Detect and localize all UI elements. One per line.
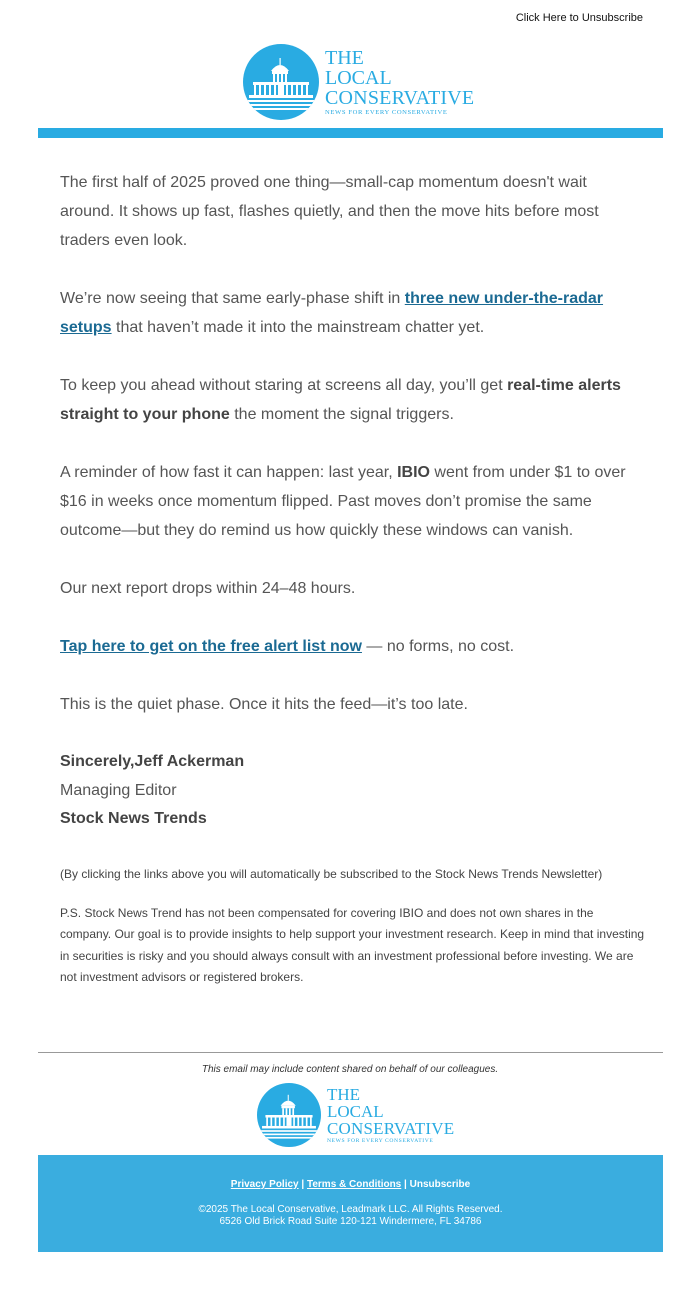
signature [60, 748, 645, 834]
signature-name: Sincerely,Jeff Ackerman [60, 753, 245, 770]
setups-link[interactable]: three new under-the-radar setups [60, 290, 604, 336]
signature-title: Managing Editor [60, 781, 177, 799]
paragraph-quiet-phase: This is the quiet phase. Once it hits the feed—it’s too late. [60, 696, 468, 713]
paragraph-cta: Tap here to get on the free alert list now — no forms, no cost. [60, 638, 515, 655]
capitol-building-icon [243, 44, 319, 120]
unsubscribe-link-footer[interactable]: Unsubscribe [409, 1179, 471, 1190]
logo-line-3: CONSERVATIVE [325, 86, 475, 109]
capitol-building-icon [257, 1083, 321, 1147]
paragraph-intro: The first half of 2025 proved one thing—small-cap momentum doesn't wait around. It shows up fast, flashes quietly, and then the move hits before most traders even look. [60, 174, 599, 249]
copyright-text: ©2025 The Local Conservative, Leadmark LLC. All Rights Reserved. [198, 1204, 503, 1215]
logo-tagline: NEWS FOR EVERY CONSERVATIVE [327, 1137, 434, 1144]
paragraph-setups: We’re now seeing that same early-phase shift in three new under-the-radar setups that haven’t made it into the mainstream chatter yet. [60, 290, 604, 336]
email-body [60, 168, 645, 989]
logo-wordmark [327, 1086, 454, 1145]
subscription-note: (By clicking the links above you will automatically be subscribed to the Stock News Trends Newsletter) [60, 866, 603, 881]
logo-line-3: CONSERVATIVE [327, 1118, 455, 1138]
footer-links [38, 1179, 663, 1190]
logo-line-2: LOCAL [327, 1101, 384, 1121]
shared-content-note: This email may include content shared on behalf of our colleagues. [201, 1064, 499, 1075]
ps-disclaimer: P.S. Stock News Trend has not been compensated for covering IBIO and does not own shares in the company. Our goal is to provide insights to help support your investment research. Keep in mind that investing in securities is risky and you should always consult with an investment professional before investing. We are not investment advisors or registered brokers. [60, 905, 645, 984]
footer-separator: | [404, 1179, 407, 1190]
privacy-policy-link[interactable]: Privacy Policy [230, 1179, 299, 1190]
logo-wordmark [325, 48, 474, 117]
footer-separator: | [301, 1179, 305, 1190]
address-text: 6526 Old Brick Road Suite 120-121 Windermere, FL 34786 [219, 1216, 482, 1227]
terms-link[interactable]: Terms & Conditions [306, 1179, 402, 1190]
logo-tagline: NEWS FOR EVERY CONSERVATIVE [325, 108, 448, 116]
signature-company: Stock News Trends [60, 810, 207, 827]
footer-bar [38, 1155, 663, 1252]
logo-line-1: THE [325, 46, 364, 69]
footer-divider [38, 1052, 663, 1053]
logo-line-2: LOCAL [325, 66, 392, 89]
paragraph-reminder: A reminder of how fast it can happen: last year, IBIO went from under $1 to over $16 in weeks once momentum flipped. Past moves don’t promise the same outcome—but they do remind us how quickly these windows can vanish. [60, 464, 626, 539]
unsubscribe-link-top[interactable]: Click Here to Unsubscribe [515, 12, 643, 24]
header-divider-bar [38, 128, 663, 138]
site-logo[interactable] [243, 44, 474, 120]
paragraph-alerts: To keep you ahead without staring at screens all day, you’ll get real-time alerts straight to your phone the moment the signal triggers. [60, 377, 621, 423]
footer-logo[interactable] [257, 1083, 454, 1147]
footer-copyright [38, 1204, 663, 1228]
free-alert-list-link[interactable]: Tap here to get on the free alert list now [60, 638, 362, 655]
paragraph-next-report: Our next report drops within 24–48 hours. [60, 580, 356, 597]
logo-line-1: THE [327, 1084, 361, 1104]
